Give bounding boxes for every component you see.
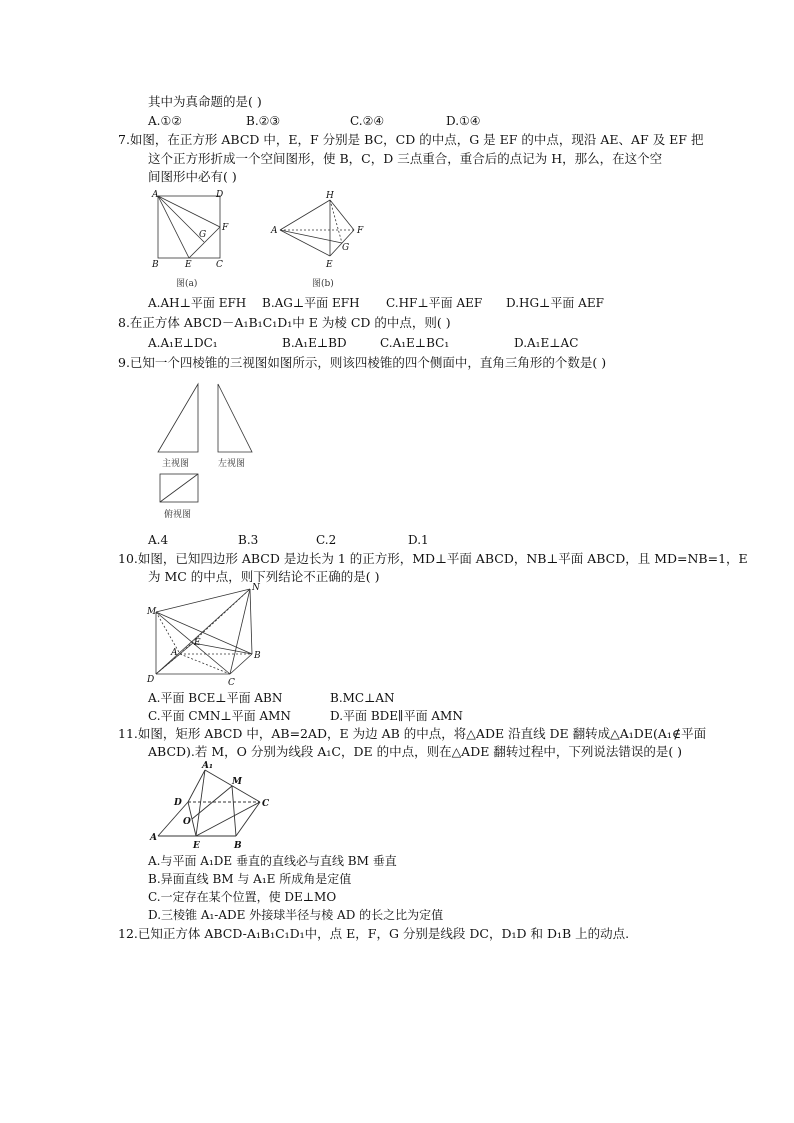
fig-11-label-d: D xyxy=(174,798,182,808)
q11-option-b: B.异面直线 BM 与 A₁E 所成角是定值 xyxy=(148,872,352,886)
q10-option-a: A.平面 BCE⊥平面 ABN xyxy=(148,691,283,705)
q7-figure-a xyxy=(148,188,243,290)
q10-option-c: C.平面 CMN⊥平面 AMN xyxy=(148,709,291,723)
fig-10-label-e: E xyxy=(194,638,201,648)
side-view-triangle xyxy=(218,384,252,452)
fig-10-label-b: B xyxy=(254,651,261,661)
fig-b-caption: 图(b) xyxy=(312,279,334,289)
fig-10-label-c: C xyxy=(228,678,235,688)
q8-stem: 8.在正方体 ABCD－A₁B₁C₁D₁中 E 为棱 CD 的中点，则( ) xyxy=(118,315,451,330)
q11-option-c: C.一定存在某个位置，使 DE⊥MO xyxy=(148,890,337,904)
fig-a-label-c: C xyxy=(216,260,223,270)
q6-option-b: B.②③ xyxy=(246,114,281,128)
fig-a-label-f: F xyxy=(222,223,229,233)
fig-b-label-h: H xyxy=(326,191,334,201)
fig-b-label-a: A xyxy=(271,226,278,236)
front-view-label: 主视图 xyxy=(162,459,190,469)
q9-option-d: D.1 xyxy=(408,533,429,547)
fig-b-label-g: G xyxy=(342,243,350,253)
q7-line-3: 间图形中必有( ) xyxy=(148,169,237,184)
fig-b-label-e: E xyxy=(326,260,333,270)
q10-line-1: 10.如图，已知四边形 ABCD 是边长为 1 的正方形，MD⊥平面 ABCD，NB⊥平面 ABCD，且 MD=NB=1，E xyxy=(118,551,748,566)
fig-10-label-m: M xyxy=(147,607,157,617)
q9-three-views xyxy=(148,376,263,526)
fig-a-label-a: A xyxy=(152,190,159,200)
front-view-triangle xyxy=(158,384,198,452)
side-view-label: 左视图 xyxy=(218,459,246,469)
q10-figure xyxy=(144,582,266,688)
fig-a-label-d: D xyxy=(216,190,224,200)
fig-11-label-a1: A₁ xyxy=(202,761,213,771)
fig-a-label-b: B xyxy=(152,260,159,270)
q7-line-1: 7.如图，在正方形 ABCD 中，E，F 分别是 BC，CD 的中点，G 是 EF 的中点，现沿 AE、AF 及 EF 把 xyxy=(118,132,704,147)
fig-11-label-b: B xyxy=(234,841,242,851)
q6-option-a: A.①② xyxy=(148,114,182,128)
top-view-label: 俯视图 xyxy=(164,510,192,520)
fig-11-label-c: C xyxy=(262,799,270,809)
q6-option-c: C.②④ xyxy=(350,114,385,128)
fig-10-label-a: A xyxy=(171,648,178,658)
q10-option-b: B.MC⊥AN xyxy=(330,691,395,705)
q7-option-c: C.HF⊥平面 AEF xyxy=(386,296,483,310)
fig-11-label-a: A xyxy=(150,833,157,843)
q10-option-d: D.平面 BDE∥平面 AMN xyxy=(330,709,463,723)
fig-a-label-e: E xyxy=(185,260,192,270)
q7-option-b: B.AG⊥平面 EFH xyxy=(262,296,360,310)
q9-option-c: C.2 xyxy=(316,533,337,547)
q9-stem: 9.已知一个四棱锥的三视图如图所示，则该四棱锥的四个侧面中，直角三角形的个数是( ) xyxy=(118,355,607,370)
fig-11-label-o: O xyxy=(183,817,191,827)
q8-option-a: A.A₁E⊥DC₁ xyxy=(148,336,218,350)
q11-figure xyxy=(146,760,276,852)
fig-b-label-f: F xyxy=(357,226,364,236)
q6-option-d: D.①④ xyxy=(446,114,481,128)
q7-option-d: D.HG⊥平面 AEF xyxy=(506,296,604,310)
fig-a-caption: 图(a) xyxy=(176,279,198,289)
fig-11-label-m: M xyxy=(232,777,242,787)
q11-line-2: ABCD).若 M，O 分别为线段 A₁C，DE 的中点，则在△ADE 翻转过程中，下列说法错误的是( ) xyxy=(148,744,683,759)
fig-10-label-d: D xyxy=(147,675,155,685)
fig-a-label-g: G xyxy=(199,230,207,240)
fig-10-label-n: N xyxy=(252,583,260,593)
q11-option-d: D.三棱锥 A₁-ADE 外接球半径与棱 AD 的长之比为定值 xyxy=(148,908,444,922)
q9-option-b: B.3 xyxy=(238,533,259,547)
q8-option-c: C.A₁E⊥BC₁ xyxy=(380,336,450,350)
q12-stem: 12.已知正方体 ABCD-A₁B₁C₁D₁中，点 E，F，G 分别是线段 DC，D₁D 和 D₁B 上的动点. xyxy=(118,926,630,941)
q11-option-a: A.与平面 A₁DE 垂直的直线必与直线 BM 垂直 xyxy=(148,854,397,868)
q6-stem: 其中为真命题的是( ) xyxy=(148,94,262,109)
q8-option-b: B.A₁E⊥BD xyxy=(282,336,347,350)
q8-option-d: D.A₁E⊥AC xyxy=(514,336,579,350)
q7-figure-b xyxy=(268,188,373,290)
fig-11-label-e: E xyxy=(193,841,200,851)
q7-option-a: A.AH⊥平面 EFH xyxy=(148,296,247,310)
q10-line-2: 为 MC 的中点，则下列结论不正确的是( ) xyxy=(148,569,380,584)
q7-line-2: 这个正方形折成一个空间图形，使 B，C，D 三点重合，重合后的点记为 H，那么，在这个空 xyxy=(148,151,663,166)
q11-line-1: 11.如图，矩形 ABCD 中，AB=2AD，E 为边 AB 的中点，将△ADE 沿直线 DE 翻转成△A₁DE(A₁∉平面 xyxy=(118,726,707,741)
q9-option-a: A.4 xyxy=(148,533,169,547)
